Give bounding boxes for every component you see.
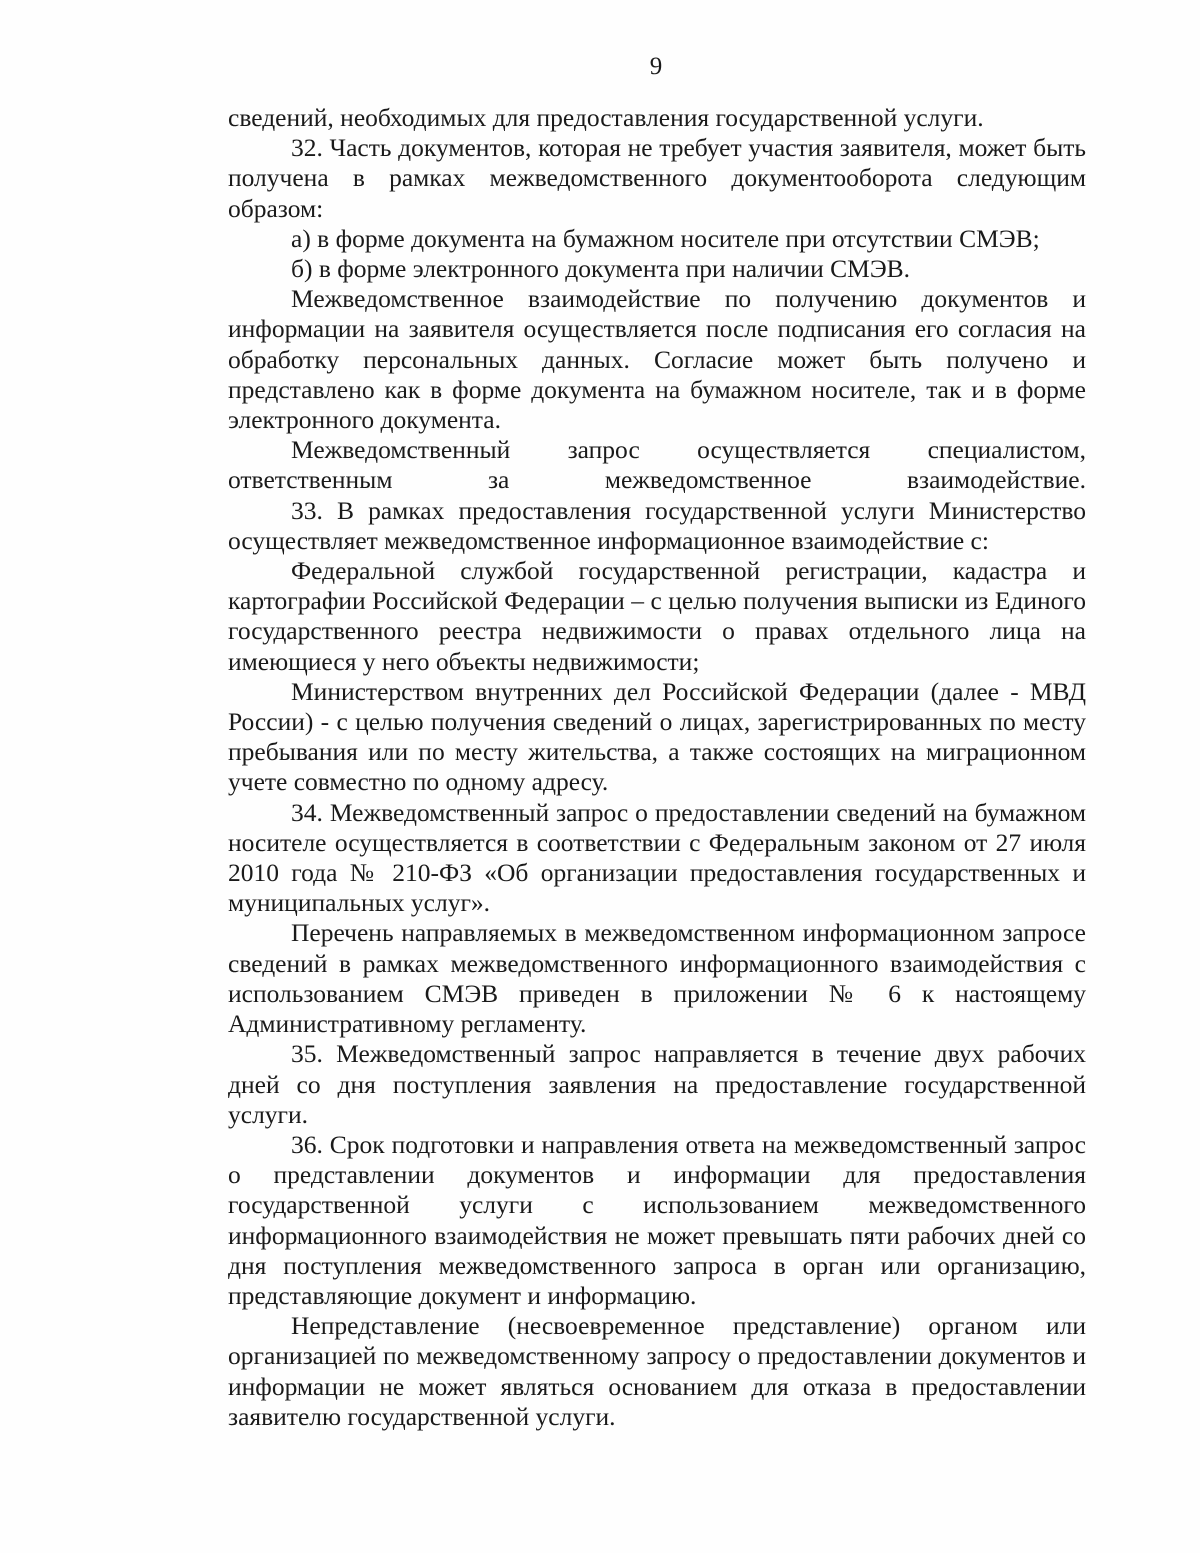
paragraph-subitem-b: б) в форме электронного документа при наличии СМЭВ. [291,254,911,284]
paragraph-item-33: 33. В рамках предоставления государственной услуги Министерство осуществляет межведомственное информационное взаимодействие с: [228,495,1086,555]
paragraph-interagency-request-specialist: Межведомственный запрос осуществляется специалистом, ответственным за межведомственное взаимодействие. [228,435,1086,495]
paragraph-item-34: 34. Межведомственный запрос о предоставлении сведений на бумажном носителе осуществляется в соответствии с Федеральным законом от 27 июля 2010 года № 210-ФЗ «Об организации предоставления государственных и муниципальных услуг». [228,797,1086,918]
page-number: 9 [649,53,663,80]
paragraph-smev-list: Перечень направляемых в межведомственном информационном запросе сведений в рамках межведомственного информационного взаимодействия с использованием СМЭВ приведен в приложении № 6 к настоящему Административному регламенту. [228,918,1086,1039]
paragraph-continuation: сведений, необходимых для предоставления государственной услуги. [228,103,984,132]
paragraph-item-32: 32. Часть документов, которая не требует участия заявителя, может быть получена в рамках межведомственного документооборота следующим образом: [228,133,1086,223]
paragraph-item-35: 35. Межведомственный запрос направляется в течение двух рабочих дней со дня поступления заявления на предоставление государственной услуги. [228,1039,1086,1129]
paragraph-mvd: Министерством внутренних дел Российской Федерации (далее - МВД России) - с целью получения сведений о лицах, зарегистрированных по месту пребывания или по месту жительства, а также состоящих на миграционном учете совместно по одному адресу. [228,676,1086,797]
paragraph-subitem-a: а) в форме документа на бумажном носителе при отсутствии СМЭВ; [291,223,1040,253]
document-body [228,103,1086,1432]
paragraph-item-36: 36. Срок подготовки и направления ответа на межведомственный запрос о представлении документов и информации для предоставления государственной услуги с использованием межведомственного информационного взаимодействия не может превышать пяти рабочих дней со дня поступления межведомственного запроса в орган или организацию, представляющие документ и информацию. [228,1129,1086,1310]
paragraph-rosreestr: Федеральной службой государственной регистрации, кадастра и картографии Российской Федерации – с целью получения выписки из Единого государственного реестра недвижимости о правах отдельного лица на имеющиеся у него объекты недвижимости; [228,556,1086,676]
paragraph-non-submission: Непредставление (несвоевременное представление) органом или организацией по межведомственному запросу о предоставлении документов и информации не может являться основанием для отказа в предоставлении заявителю государственной услуги. [228,1311,1086,1431]
paragraph-interagency-interaction: Межведомственное взаимодействие по получению документов и информации на заявителя осуществляется после подписания его согласия на обработку персональных данных. Согласие может быть получено и представлено как в форме документа на бумажном носителе, так и в форме электронного документа. [228,284,1086,435]
